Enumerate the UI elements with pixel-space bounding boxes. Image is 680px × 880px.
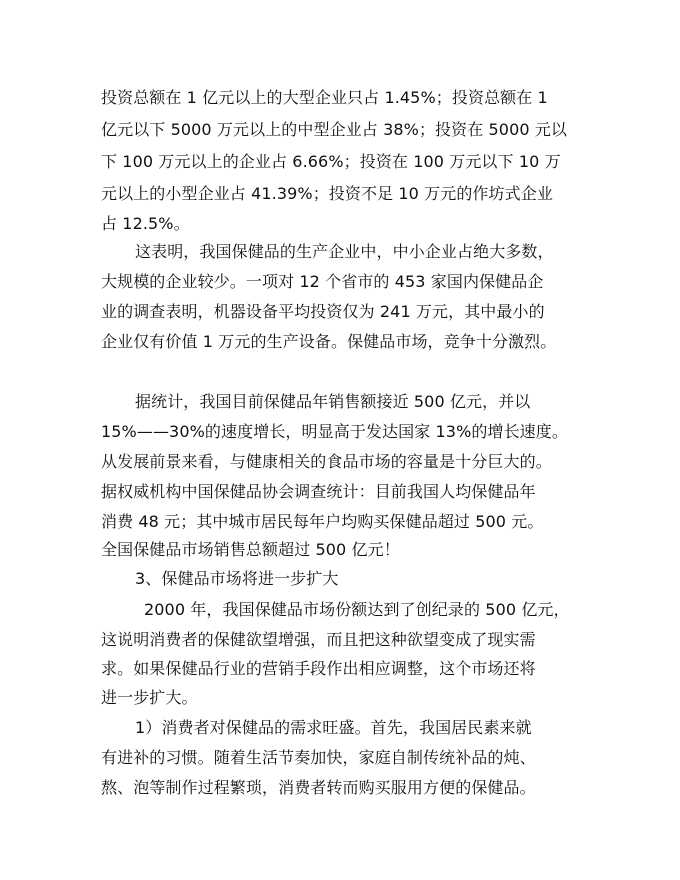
text-line: 业的调查表明，机器设备平均投资仅为 241 万元，其中最小的	[101, 302, 545, 321]
text-line: 大规模的企业较少。一项对 12 个省市的 453 家国内保健品企	[101, 272, 544, 291]
text-line: 2000 年，我国保健品市场份额达到了创纪录的 500 亿元，	[144, 600, 570, 619]
text-line: 投资总额在 1 亿元以上的大型企业只占 1.45%；投资总额在 1	[101, 88, 548, 107]
section-heading: 3、保健品市场将进一步扩大	[135, 569, 339, 588]
text-line: 这说明消费者的保健欲望增强，而且把这种欲望变成了现实需	[101, 630, 536, 649]
text-line: 这表明，我国保健品的生产企业中，中小企业占绝大多数，	[135, 242, 554, 261]
text-line: 熬、泡等制作过程繁琐，消费者转而购买服用方便的保健品。	[101, 778, 536, 797]
text-line: 元以上的小型企业占 41.39%；投资不足 10 万元的作坊式企业	[101, 184, 553, 203]
text-line: 下 100 万元以上的企业占 6.66%；投资在 100 万元以下 10 万	[101, 152, 561, 171]
text-line: 占 12.5%。	[101, 214, 190, 233]
text-line: 全国保健品市场销售总额超过 500 亿元！	[101, 540, 400, 559]
text-line: 进一步扩大。	[101, 688, 198, 707]
text-line: 1）消费者对保健品的需求旺盛。首先，我国居民素来就	[135, 718, 532, 737]
text-line: 求。如果保健品行业的营销手段作出相应调整，这个市场还将	[101, 659, 536, 678]
text-line: 据统计，我国目前保健品年销售额接近 500 亿元，并以	[135, 392, 531, 411]
text-line: 据权威机构中国保健品协会调查统计：目前我国人均保健品年	[101, 482, 536, 501]
text-line: 有进补的习惯。随着生活节奏加快，家庭自制传统补品的炖、	[101, 748, 536, 767]
text-line: 亿元以下 5000 万元以上的中型企业占 38%；投资在 5000 元以	[101, 120, 568, 139]
text-line: 从发展前景来看，与健康相关的食品市场的容量是十分巨大的。	[101, 452, 552, 471]
text-line: 企业仅有价值 1 万元的生产设备。保健品市场，竞争十分激烈。	[101, 332, 557, 351]
text-line: 消费 48 元；其中城市居民每年户均购买保健品超过 500 元。	[101, 512, 544, 531]
text-line: 15%——30%的速度增长，明显高于发达国家 13%的增长速度。	[101, 422, 568, 441]
